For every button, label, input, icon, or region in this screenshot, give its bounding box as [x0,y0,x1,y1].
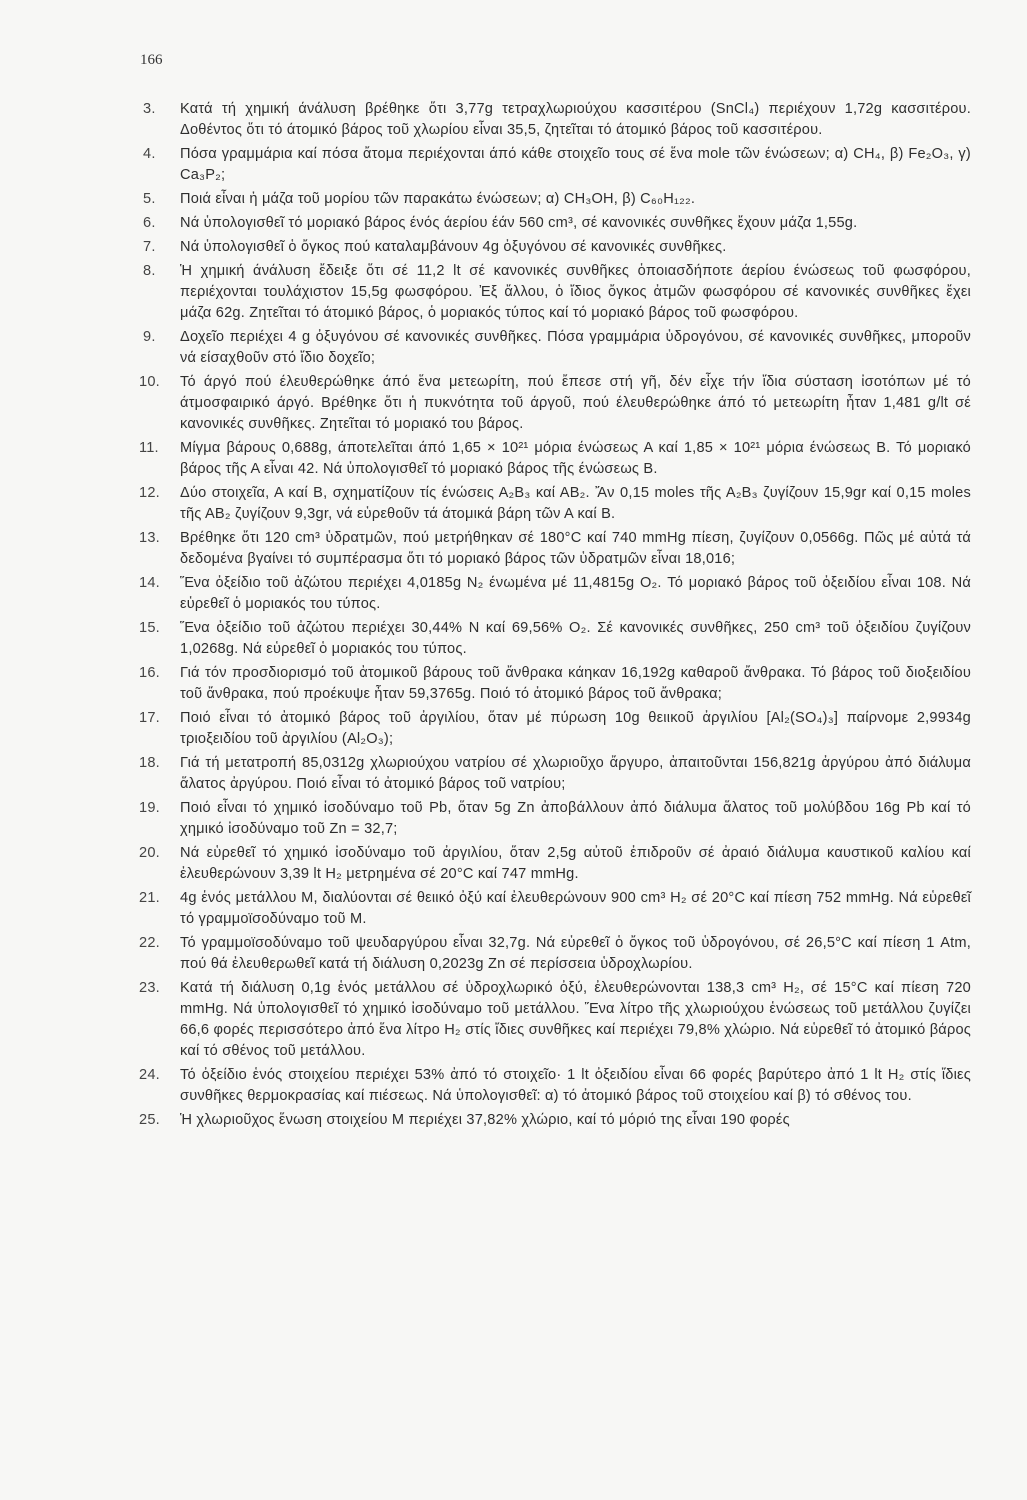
problem-text: Νά ὑπολογισθεῖ τό μοριακό βάρος ένός άερίου έάν 560 cm³, σέ κανονικές συνθῆκες ἔχουν μάζα 1,55g. [180,215,858,231]
problem-text: Τό γραμμοϊσοδύναμο τοῦ ψευδαργύρου εἶναι 32,7g. Νά εὑρεθεῖ ὁ ὄγκος τοῦ ὑδρογόνου, σέ 26,5°C καί πίεση 1 Atm, πού θά ἐλευθερωθεῖ κατά τή διάλυση 0,2023g Zn σέ περίσσεια ὑδροχλωρίου. [180,935,971,972]
problem-text: Κατά τή χημική άνάλυση βρέθηκε ὅτι 3,77g τετραχλωριούχου κασσιτέρου (SnCl₄) περιέχουν 1,72g κασσιτέρου. Δοθέντος ὅτι τό άτομικό βάρος τοῦ χλωρίου εἶναι 35,5, ζητεῖται τό άτομικό βάρος τοῦ κασσιτέρου. [180,101,971,138]
problem-item [139,843,971,885]
problem-list [139,99,971,1134]
problem-item [139,372,971,435]
problem-number: 6. [143,215,156,231]
problem-text: Δύο στοιχεῖα, Α καί Β, σχηματίζουν τίς ένώσεις Α₂Β₃ καί ΑΒ₂. Ἄν 0,15 moles τῆς Α₂Β₃ ζυγίζουν 15,9gr καί 0,15 moles τῆς ΑΒ₂ ζυγίζουν 9,3gr, νά εὑρεθοῦν τά άτομικά βάρη τῶν Α καί Β. [180,485,971,522]
problem-number: 11. [139,440,159,456]
problem-number: 9. [143,329,156,345]
problem-item [139,663,971,705]
problem-text: Ἡ χημική άνάλυση ἔδειξε ὅτι σέ 11,2 lt σέ κανονικές συνθῆκες ὁποιασδήποτε άερίου ένώσεως τοῦ φωσφόρου, περιέχονται τουλάχιστον 15,5g φωσφόρου. Ἐξ ἄλλου, ὁ ἴδιος ὄγκος ἀτμῶν φωσφόρου σέ κανονικές συνθῆκες ἔχει μάζα 62g. Ζητεῖται τό άτομικό βάρος, ὁ μοριακός τύπος καί τό μοριακό βάρος τοῦ φωσφόρου. [180,263,971,321]
problem-item [143,327,971,369]
problem-number: 4. [143,146,156,162]
problem-text: Ποιό εἶναι τό ἀτομικό βάρος τοῦ ἀργιλίου, ὅταν μέ πύρωση 10g θειικοῦ ἀργιλίου [Al₂(SO₄)₃] παίρνομε 2,9934g τριοξειδίου τοῦ ἀργιλίου (Al₂O₃); [180,710,971,747]
problem-number: 7. [143,239,156,255]
problem-item [143,144,971,186]
problem-item [139,933,971,975]
problem-number: 17. [139,710,160,726]
problem-item [139,753,971,795]
problem-text: Γιά τόν προσδιορισμό τοῦ ἀτομικοῦ βάρους τοῦ ἄνθρακα κάηκαν 16,192g καθαροῦ ἄνθρακα. Τό βάρος τοῦ διοξειδίου τοῦ ἄνθρακα, πού προέκυψε ἦταν 59,3765g. Ποιό τό ἀτομικό βάρος τοῦ ἄνθρακα; [180,665,971,702]
problem-text: Κατά τή διάλυση 0,1g ἑνός μετάλλου σέ ὑδροχλωρικό ὀξύ, ἐλευθερώνονται 138,3 cm³ H₂, σέ 15°C καί πίεση 720 mmHg. Νά ὑπολογισθεῖ τό χημικό ἰσοδύναμο τοῦ μετάλλου. Ἕνα λίτρο τῆς χλωριούχου ἑνώσεως τοῦ μετάλλου ζυγίζει 66,6 φορές περισσότερο ἀπό ἕνα λίτρο H₂ στίς ἴδιες συνθῆκες καί περιέχει 79,8% χλώριο. Νά εὑρεθεῖ τό ἀτομικό βάρος καί τό σθένος τοῦ μετάλλου. [180,980,971,1059]
problem-item [139,528,971,570]
problem-text: Νά ὑπολογισθεῖ ὁ ὄγκος πού καταλαμβάνουν 4g ὀξυγόνου σέ κανονικές συνθῆκες. [180,239,727,255]
problem-item [143,99,971,141]
problem-text: Γιά τή μετατροπή 85,0312g χλωριούχου νατρίου σέ χλωριοῦχο ἄργυρο, ἀπαιτοῦνται 156,821g ἀργύρου ἀπό διάλυμα ἅλατος ἀργύρου. Ποιό εἶναι τό ἀτομικό βάρος τοῦ νατρίου; [180,755,971,792]
problem-text: Ἕνα ὀξείδιο τοῦ ἀζώτου περιέχει 30,44% N καί 69,56% O₂. Σέ κανονικές συνθῆκες, 250 cm³ τοῦ ὀξειδίου ζυγίζουν 1,0268g. Νά εὑρεθεῖ ὁ μοριακός του τύπος. [180,620,971,657]
problem-item [143,261,971,324]
problem-number: 20. [139,845,160,861]
problem-text: Ποιά εἶναι ἡ μάζα τοῦ μορίου τῶν παρακάτω ένώσεων; α) CH₃OH, β) C₆₀H₁₂₂. [180,191,696,207]
problem-item [139,1110,971,1131]
problem-text: Τό άργό πού έλευθερώθηκε άπό ἕνα μετεωρίτη, πού ἔπεσε στή γῆ, δέν εἶχε τήν ἴδια σύσταση ἰσοτόπων μέ τό άτμοσφαιρικό άργό. Βρέθηκε ὅτι ἡ πυκνότητα τοῦ άργοῦ, πού έλευθερώθηκε άπό τό μετεωρίτη ἦταν 1,481 g/lt σέ κανονικές συνθῆκες. Ζητεῖται τό μοριακό του βάρος. [180,374,971,432]
problem-item [139,483,971,525]
problem-text: Τό ὀξείδιο ἑνός στοιχείου περιέχει 53% ἀπό τό στοιχεῖο· 1 lt ὀξειδίου εἶναι 66 φορές βαρύτερο ἀπό 1 lt H₂ στίς ἴδιες συνθῆκες θερμοκρασίας καί πιέσεως. Νά ὑπολογισθεῖ: α) τό ἀτομικό βάρος τοῦ στοιχείου καί β) τό σθένος του. [180,1067,971,1104]
problem-item [139,1065,971,1107]
problem-text: Ἕνα ὀξείδιο τοῦ ἀζώτου περιέχει 4,0185g N₂ ένωμένα μέ 11,4815g O₂. Τό μοριακό βάρος τοῦ ὀξειδίου εἶναι 108. Νά εὑρεθεῖ ὁ μοριακός του τύπος. [180,575,971,612]
problem-text: 4g ἑνός μετάλλου M, διαλύονται σέ θειικό ὀξύ καί ἐλευθερώνουν 900 cm³ H₂ σέ 20°C καί πίεση 752 mmHg. Νά εὑρεθεῖ τό γραμμοϊσοδύναμο τοῦ M. [180,890,971,927]
problem-number: 15. [139,620,160,636]
problem-text: Πόσα γραμμάρια καί πόσα ἄτομα περιέχονται άπό κάθε στοιχεῖο τους σέ ἕνα mole τῶν ένώσεων; α) CH₄, β) Fe₂O₃, γ) Ca₃P₂; [180,146,971,183]
problem-number: 23. [139,980,160,996]
problem-text: Μίγμα βάρους 0,688g, άποτελεῖται άπό 1,65 × 10²¹ μόρια ένώσεως Α καί 1,85 × 10²¹ μόρια ένώσεως Β. Τό μοριακό βάρος τῆς Α εἶναι 42. Νά ὑπολογισθεῖ τό μοριακό βάρος τῆς ένώσεως Β. [180,440,971,477]
problem-item [139,708,971,750]
problem-number: 13. [139,530,160,546]
problem-text: Βρέθηκε ὅτι 120 cm³ ὑδρατμῶν, πού μετρήθηκαν σέ 180°C καί 740 mmHg πίεση, ζυγίζουν 0,0566g. Πῶς μέ αὐτά τά δεδομένα βγαίνει τό συμπέρασμα ὅτι τό μοριακό βάρος τῶν ὑδρατμῶν εἶναι 18,016; [180,530,971,567]
problem-item [139,978,971,1062]
problem-item [139,573,971,615]
problem-number: 8. [143,263,156,279]
problem-item [143,213,971,234]
problem-number: 3. [143,101,156,117]
problem-item [139,888,971,930]
problem-item [143,189,971,210]
problem-number: 24. [139,1067,160,1083]
problem-item [139,438,971,480]
problem-number: 12. [139,485,160,501]
page-number: 166 [140,52,163,68]
problem-number: 18. [139,755,160,771]
problem-text: Ἡ χλωριοῦχος ἕνωση στοιχείου M περιέχει 37,82% χλώριο, καί τό μόριό της εἶναι 190 φορές [180,1112,790,1128]
problem-item [139,618,971,660]
problem-text: Δοχεῖο περιέχει 4 g ὀξυγόνου σέ κανονικές συνθῆκες. Πόσα γραμμάρια ὑδρογόνου, σέ κανονικές συνθῆκες, μποροῦν νά είσαχθοῦν στό ἴδιο δοχεῖο; [180,329,971,366]
problem-text: Ποιό εἶναι τό χημικό ἰσοδύναμο τοῦ Pb, ὅταν 5g Zn ἀποβάλλουν ἀπό διάλυμα ἅλατος τοῦ μολύβδου 16g Pb καί τό χημικό ἰσοδύναμο τοῦ Zn = 32,7; [180,800,971,837]
problem-number: 19. [139,800,160,816]
problem-number: 16. [139,665,160,681]
problem-number: 25. [139,1112,160,1128]
problem-number: 10. [139,374,160,390]
problem-item [143,237,971,258]
problem-number: 22. [139,935,160,951]
problem-number: 5. [143,191,156,207]
problem-number: 14. [139,575,160,591]
problem-text: Νά εὑρεθεῖ τό χημικό ἰσοδύναμο τοῦ ἀργιλίου, ὅταν 2,5g αὐτοῦ ἐπιδροῦν σέ ἀραιό διάλυμα καυστικοῦ καλίου καί ἐλευθερώνουν 3,39 lt H₂ μετρημένα σέ 20°C καί 747 mmHg. [180,845,971,882]
problem-number: 21. [139,890,160,906]
problem-item [139,798,971,840]
